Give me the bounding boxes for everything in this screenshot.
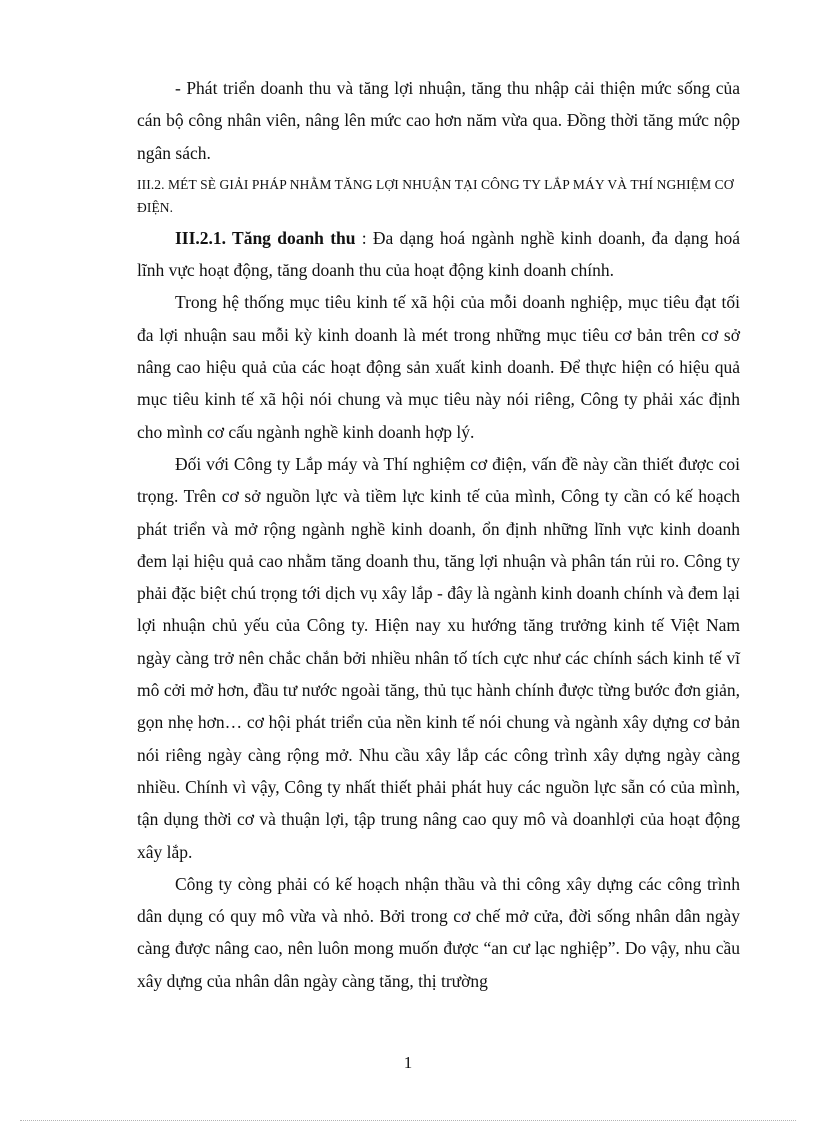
page-number: 1: [403, 1053, 413, 1072]
paragraph-5: Công ty còng phải có kế hoạch nhận thầu và thi công xây dựng các công trình dân dụng có quy mô vừa và nhỏ. Bởi trong cơ chế mở cửa, đời sống nhân dân ngày càng được nâng cao, nên luôn mong muốn được “an cư lạc nghiệp”. Do vậy, nhu cầu xây dựng của nhân dân ngày càng tăng, thị trường: [137, 873, 740, 991]
paragraph-1: - Phát triển doanh thu và tăng lợi nhuận, tăng thu nhập cải thiện mức sống của cán bộ công nhân viên, nâng lên mức cao hơn năm vừa qua. Đồng thời tăng mức nộp ngân sách.: [137, 78, 740, 163]
section-heading: III.2. MÉT SÈ GIẢI PHÁP NHẰM TĂNG LỢI NHUẬN TẠI CÔNG TY LẮP MÁY VÀ THÍ NGHIỆM CƠ ĐIỆN.: [137, 176, 734, 215]
paragraph-3: Trong hệ thống mục tiêu kinh tế xã hội của mỗi doanh nghiệp, mục tiêu đạt tối đa lợi nhuận sau mỗi kỳ kinh doanh là mét trong những mục tiêu cơ bản trên cơ sở nâng cao hiệu quả của các hoạt động sản xuất kinh doanh. Để thực hiện có hiệu quả mục tiêu kinh tế xã hội nói chung và mục tiêu này nói riêng, Công ty phải xác định cho mình cơ cấu ngành nghề kinh doanh hợp lý.: [137, 292, 740, 442]
paragraph-2-text: : Đa dạng hoá ngành nghề kinh doanh, đa dạng hoá lĩnh vực hoạt động, tăng doanh thu của hoạt động kinh doanh chính.: [137, 227, 740, 281]
document-page: [137, 72, 740, 997]
page-bottom-divider: [20, 1120, 796, 1121]
paragraph-2: [137, 222, 740, 287]
subsection-title: III.2.1. Tăng doanh thu: [175, 227, 356, 248]
paragraph-4: Đối với Công ty Lắp máy và Thí nghiệm cơ điện, vấn đề này cần thiết được coi trọng. Trên cơ sở nguồn lực và tiềm lực kinh tế của mình, Công ty cần có kế hoạch phát triển và mở rộng ngành nghề kinh doanh, ổn định những lĩnh vực kinh doanh đem lại hiệu quả cao nhằm tăng doanh thu, tăng lợi nhuận và phân tán rủi ro. Công ty phải đặc biệt chú trọng tới dịch vụ xây lắp - đây là ngành kinh doanh chính và đem lại lợi nhuận chủ yếu của Công ty. Hiện nay xu hướng tăng trưởng kinh tế Việt Nam ngày càng trở nên chắc chắn bởi nhiều nhân tố tích cực như các chính sách kinh tế vĩ mô cởi mở hơn, đầu tư nước ngoài tăng, thủ tục hành chính được từng bước đơn giản, gọn nhẹ hơn… cơ hội phát triển của nền kinh tế nói chung và ngành xây dựng cơ bản nói riêng ngày càng rộng mở. Nhu cầu xây lắp các công trình xây dựng ngày càng nhiều. Chính vì vậy, Công ty nhất thiết phải phát huy các nguồn lực sẵn có của mình, tận dụng thời cơ và thuận lợi, tập trung nâng cao quy mô và doanhlợi của hoạt động xây lắp.: [137, 453, 740, 862]
